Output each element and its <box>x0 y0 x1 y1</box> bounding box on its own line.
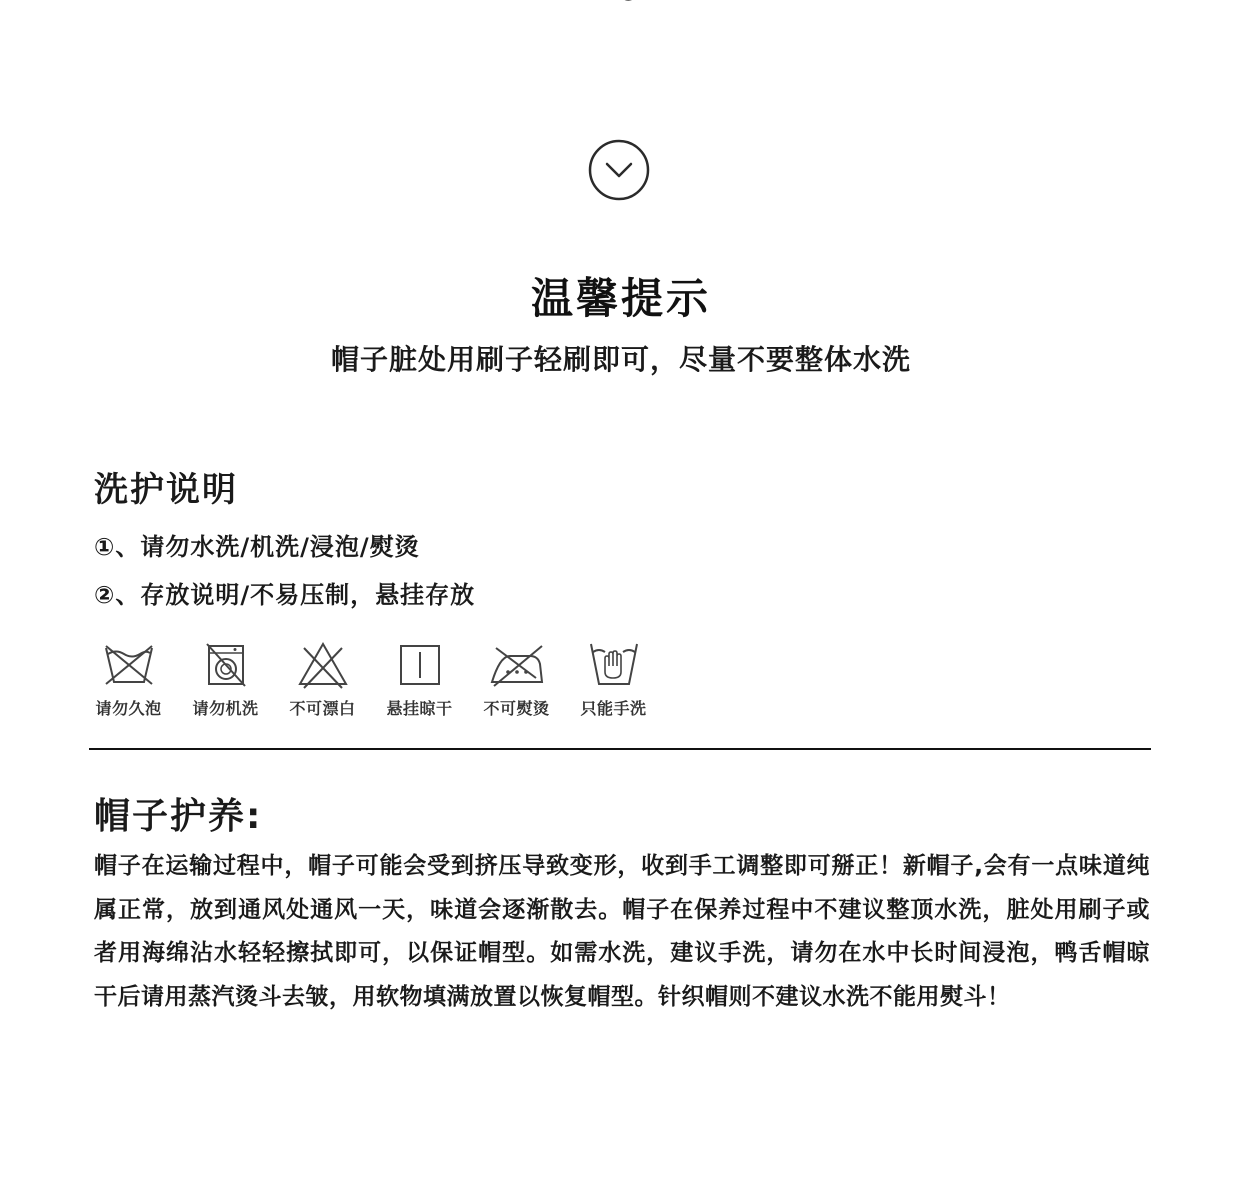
top-partial-icon <box>612 0 642 4</box>
wash-item-no-soak <box>80 638 177 719</box>
wash-label: 请勿机洗 <box>192 699 259 718</box>
tip-title: 温馨提示 <box>530 274 711 323</box>
wash-label: 悬挂晾干 <box>386 699 453 718</box>
no-bleach-icon <box>292 638 354 690</box>
wash-item-no-machine-wash <box>177 638 274 719</box>
no-machine-wash-icon <box>195 638 257 690</box>
hat-care-title: 帽子护养: <box>94 796 263 837</box>
hat-care-body: 帽子在运输过程中，帽子可能会受到挤压导致变形，收到手工调整即可掰正！新帽子,会有一点味道纯属正常，放到通风处通风一天，味道会逐渐散去。帽子在保养过程中不建议整顶水洗，脏处用刷子或者用海绵沾水轻轻擦拭即可，以保证帽型。如需水洗，建议手洗，请勿在水中长时间浸泡，鸭舌帽晾干后请用蒸汽烫斗去皱，用软物填满放置以恢复帽型。针织帽则不建议水洗不能用熨斗！ <box>94 853 1150 1010</box>
wash-item-no-bleach <box>274 638 371 719</box>
wash-label: 不可漂白 <box>289 699 356 718</box>
wash-item-no-iron <box>468 638 565 719</box>
hang-dry-icon <box>389 638 451 690</box>
section-divider <box>89 748 1151 750</box>
wash-item-hand-wash <box>565 638 662 719</box>
care-line-1: ①、请勿水洗/机洗/浸泡/熨烫 <box>94 533 420 561</box>
hand-wash-icon <box>583 638 645 690</box>
no-soak-icon <box>98 638 160 690</box>
no-iron-icon <box>486 638 548 690</box>
wash-item-hang-dry <box>371 638 468 719</box>
wash-label: 不可熨烫 <box>483 699 550 718</box>
care-title: 洗护说明 <box>94 470 238 510</box>
care-line-2: ②、存放说明/不易压制，悬挂存放 <box>94 581 476 609</box>
wash-icons-row <box>80 638 662 719</box>
tip-subtitle: 帽子脏处用刷子轻刷即可，尽量不要整体水洗 <box>330 343 911 376</box>
wash-label: 只能手洗 <box>580 699 647 718</box>
wash-label: 请勿久泡 <box>95 699 162 718</box>
chevron-down-icon[interactable] <box>588 139 650 201</box>
